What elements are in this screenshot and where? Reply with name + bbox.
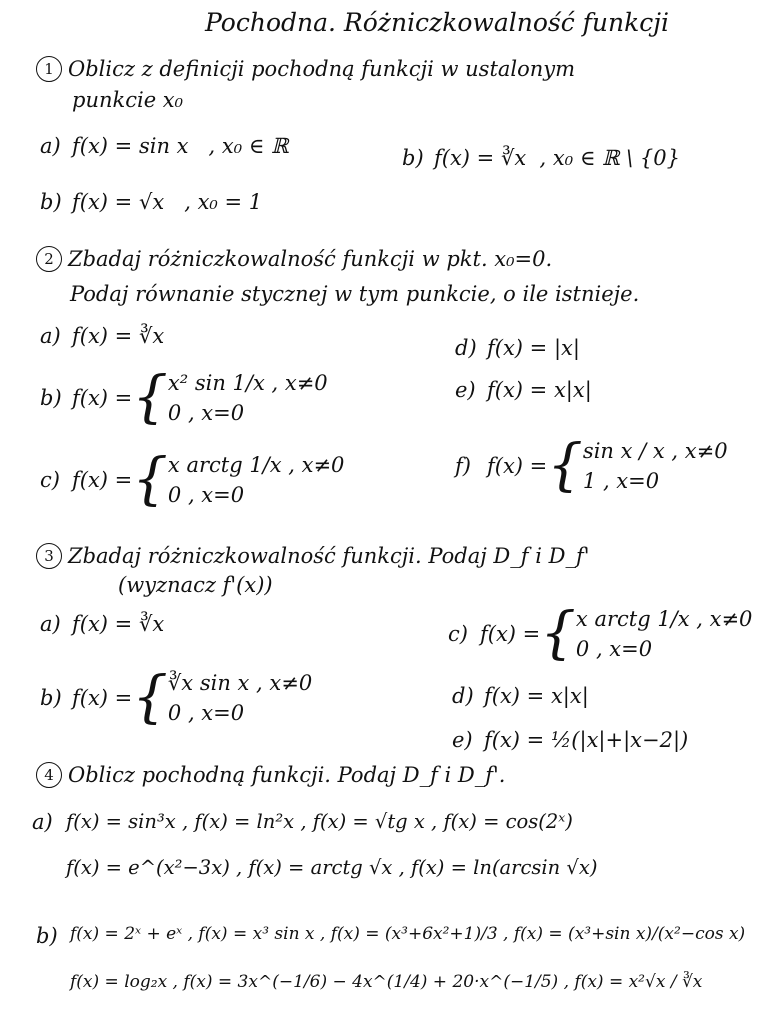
s2-f-case2: 1 , x=0	[582, 469, 660, 493]
s1-a-label: a)	[40, 134, 61, 158]
s3-item-b	[40, 665, 313, 730]
s2-c-case2: 0 , x=0	[167, 483, 245, 507]
s2-c-brace: {	[132, 447, 168, 512]
s3-b-case2: 0 , x=0	[167, 701, 245, 725]
section-1-text-line1: Oblicz z definicji pochodną funkcji w ustalonym	[68, 57, 576, 81]
s3-c-case1: x arctg 1/x , x≠0	[575, 607, 753, 631]
s2-f-label: f)	[455, 454, 471, 478]
section-3-heading	[36, 543, 590, 569]
section-2-heading	[36, 246, 552, 272]
section-4-text: Oblicz pochodną funkcji. Podaj D_f i D_f'.	[68, 763, 506, 787]
section-3-text-line2: (wyznacz f'(x))	[118, 573, 273, 597]
s4-item-b-line2: f(x) = log₂x , f(x) = 3x^(−1/6) − 4x^(1/4) + 20·x^(−1/5) , f(x) = x²√x / ∛x	[70, 972, 703, 992]
s1-item-b	[40, 190, 262, 214]
s2-c-case1: x arctg 1/x , x≠0	[167, 453, 345, 477]
s3-b-case1: ∛x sin x , x≠0	[167, 671, 313, 695]
s1-a-formula: f(x) = sin x	[72, 134, 189, 158]
s3-e-label: e)	[452, 728, 473, 752]
s1-b-formula: f(x) = √x	[72, 190, 165, 214]
s4-item-b-label: b)	[36, 924, 58, 948]
s3-c-brace: {	[540, 601, 576, 666]
s4-item-a-line2: f(x) = e^(x²−3x) , f(x) = arctg √x , f(x) = ln(arcsin √x)	[66, 856, 598, 879]
section-4-heading	[36, 762, 505, 788]
page-title: Pochodna. Różniczkowalność funkcji	[205, 8, 670, 37]
s3-item-c	[448, 601, 753, 666]
s3-b-label: b)	[40, 686, 62, 710]
s3-c-lhs: f(x) =	[480, 622, 541, 646]
s2-item-d	[455, 336, 580, 360]
s4-item-a-label: a)	[32, 810, 53, 834]
s4-item-b-line1: f(x) = 2ˣ + eˣ , f(x) = x³ sin x , f(x) = (x³+6x²+1)/3 , f(x) = (x³+sin x)/(x²−cos x)	[70, 924, 746, 944]
s3-a-formula: f(x) = ∛x	[72, 612, 165, 636]
s2-e-formula: f(x) = x|x|	[487, 378, 592, 402]
section-2-text-line2: Podaj równanie stycznej w tym punkcie, o ile istnieje.	[70, 282, 640, 306]
s3-b-lhs: f(x) =	[72, 686, 133, 710]
s3-item-a	[40, 612, 164, 636]
section-2-number: 2	[36, 246, 62, 272]
section-3-text-line1: Zbadaj różniczkowalność funkcji. Podaj D_f i D_f'	[68, 544, 590, 568]
section-3-number: 3	[36, 543, 62, 569]
s2-c-label: c)	[40, 468, 60, 492]
s1-b2-formula: f(x) = ∛x	[434, 146, 527, 170]
s2-b-lhs: f(x) =	[72, 386, 133, 410]
s2-item-e	[455, 378, 592, 402]
s1-b2-condition: , x₀ ∈ ℝ \ {0}	[539, 146, 681, 170]
s3-c-case2: 0 , x=0	[575, 637, 653, 661]
s3-d-label: d)	[452, 684, 474, 708]
s3-item-d	[452, 684, 589, 708]
s3-b-brace: {	[132, 665, 168, 730]
section-1-text-line2: punkcie x₀	[72, 88, 184, 112]
s3-d-formula: f(x) = x|x|	[484, 684, 589, 708]
s2-f-case1: sin x / x , x≠0	[582, 439, 728, 463]
s2-c-lhs: f(x) =	[72, 468, 133, 492]
s2-e-label: e)	[455, 378, 476, 402]
s2-f-brace: {	[547, 433, 583, 498]
s1-item-a	[40, 134, 288, 158]
s2-f-lhs: f(x) =	[487, 454, 548, 478]
s2-b-label: b)	[40, 386, 62, 410]
s3-e-formula: f(x) = ½(|x|+|x−2|)	[484, 728, 689, 752]
s1-b2-label: b)	[402, 146, 424, 170]
section-1-heading	[36, 56, 575, 82]
s2-a-label: a)	[40, 324, 61, 348]
s2-b-case1: x² sin 1/x , x≠0	[167, 371, 328, 395]
section-4-number: 4	[36, 762, 62, 788]
s1-a-condition: , x₀ ∈ ℝ	[208, 134, 289, 158]
s2-item-c	[40, 447, 345, 512]
s1-b-label: b)	[40, 190, 62, 214]
s3-item-e	[452, 728, 688, 752]
s3-c-label: c)	[448, 622, 468, 646]
s4-item-a-line1: f(x) = sin³x , f(x) = ln²x , f(x) = √tg x , f(x) = cos(2ˣ)	[66, 810, 573, 833]
s3-a-label: a)	[40, 612, 61, 636]
section-1-number: 1	[36, 56, 62, 82]
s2-item-a	[40, 324, 164, 348]
s2-d-label: d)	[455, 336, 477, 360]
s2-item-b	[40, 365, 328, 430]
s2-d-formula: f(x) = |x|	[487, 336, 580, 360]
section-2-text-line1: Zbadaj różniczkowalność funkcji w pkt. x₀=0.	[68, 247, 553, 271]
s1-item-b-second	[402, 146, 680, 170]
s2-b-case2: 0 , x=0	[167, 401, 245, 425]
s1-b-condition: , x₀ = 1	[184, 190, 263, 214]
s2-a-formula: f(x) = ∛x	[72, 324, 165, 348]
s2-item-f	[455, 433, 728, 498]
s2-b-brace: {	[132, 365, 168, 430]
